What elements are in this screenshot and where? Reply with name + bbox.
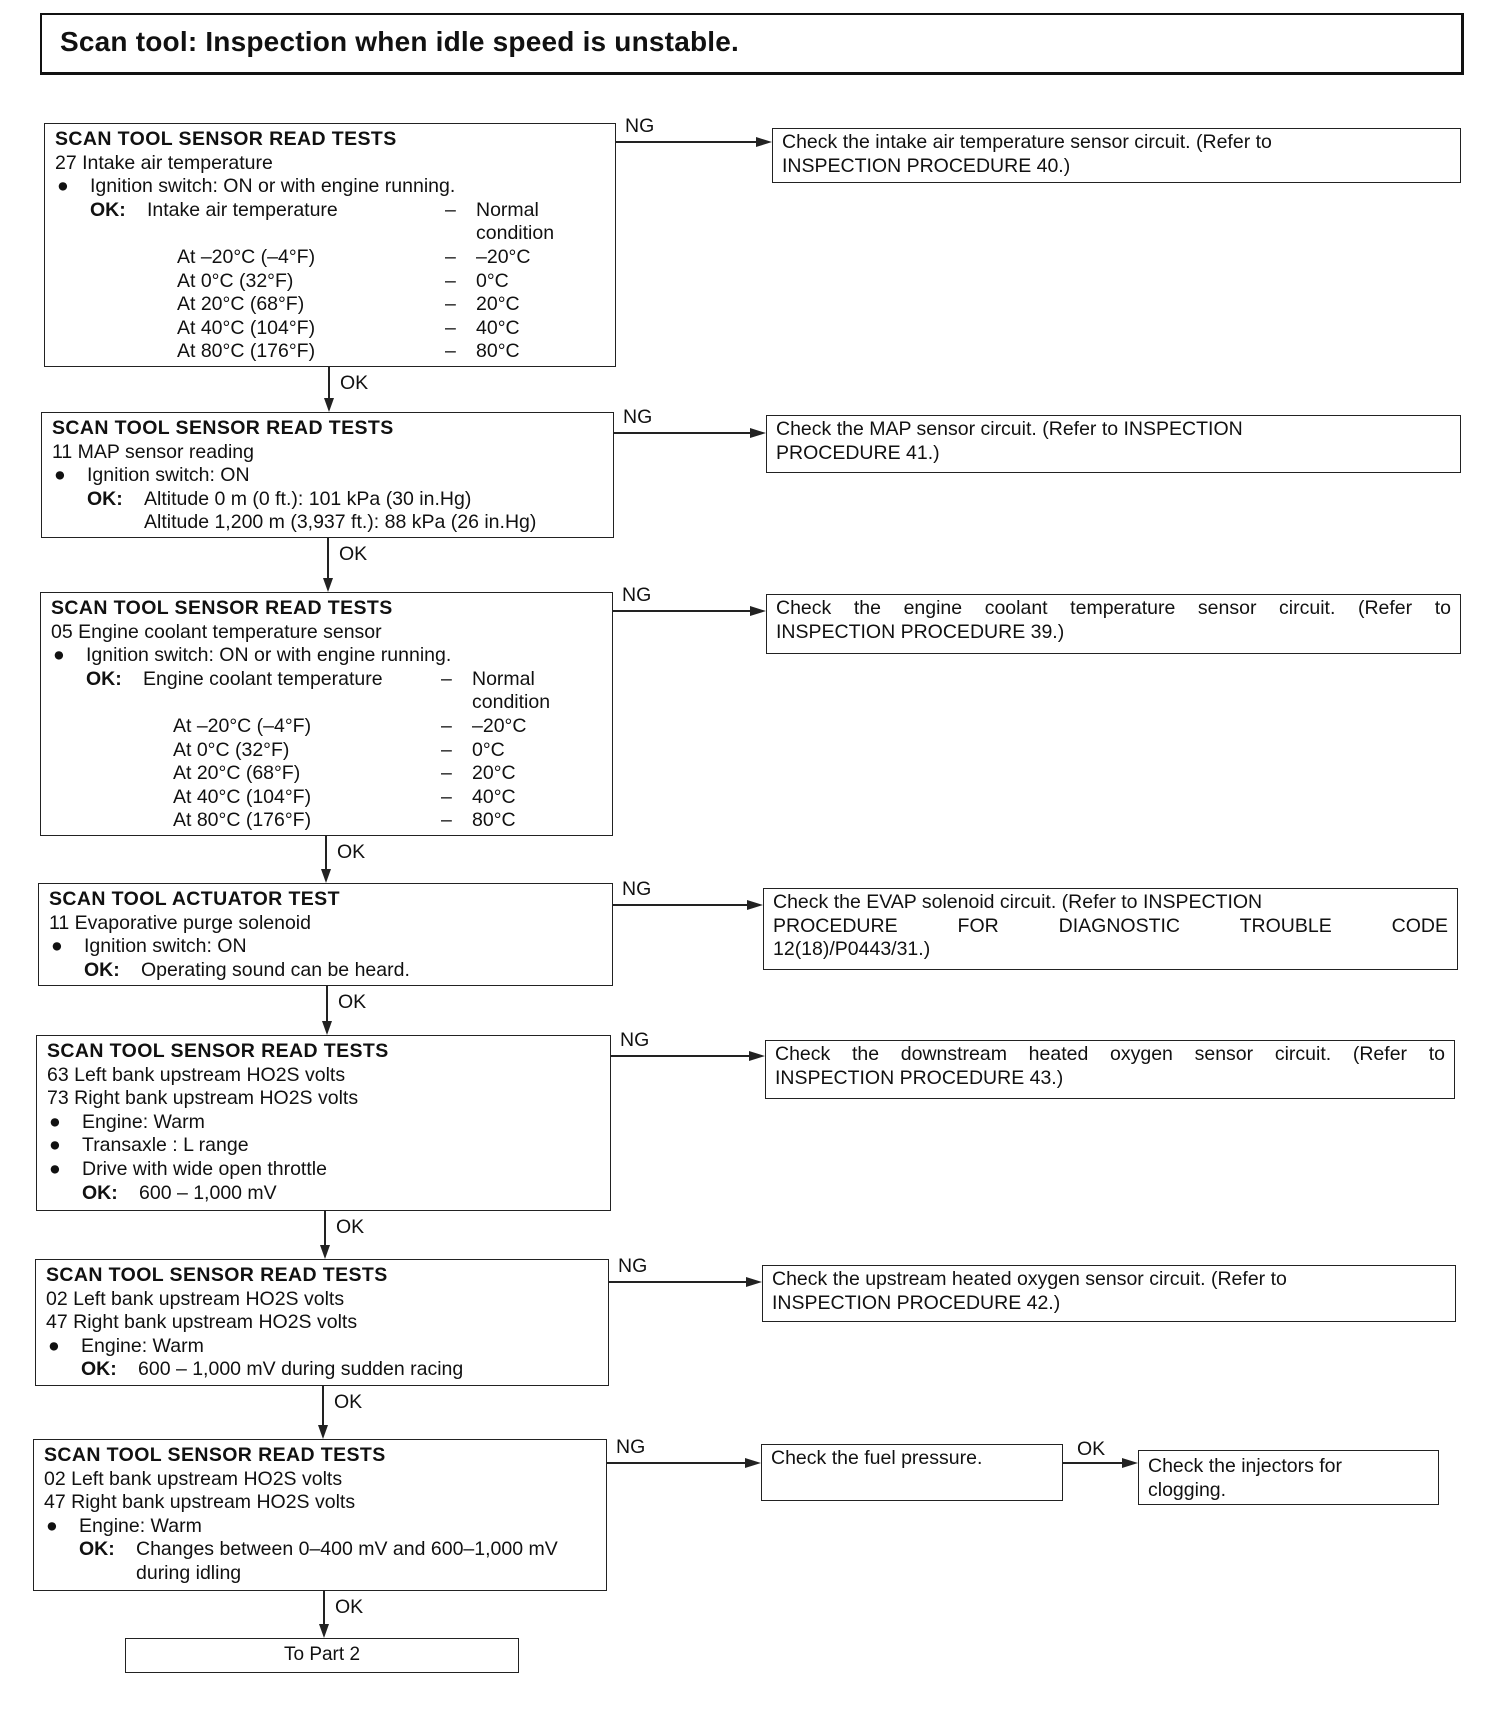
ok-label: OK: bbox=[86, 667, 122, 690]
step-line bbox=[49, 959, 606, 983]
ok-connector bbox=[327, 538, 329, 580]
action-text: INSPECTION PROCEDURE 43.) bbox=[775, 1066, 1064, 1089]
dash: – bbox=[441, 738, 452, 761]
arrow-down-icon bbox=[319, 1624, 329, 1638]
action-text: 12(18)/P0443/31.) bbox=[773, 938, 931, 961]
step-line bbox=[51, 621, 606, 645]
condition-text: Engine: Warm bbox=[81, 1334, 204, 1357]
test-condition: At 80°C (176°F) bbox=[177, 340, 316, 363]
ok-connector bbox=[324, 1211, 326, 1247]
dash: – bbox=[441, 714, 452, 737]
step-item: 05 Engine coolant temperature sensor bbox=[51, 620, 382, 643]
ok-criteria: Altitude 0 m (0 ft.): 101 kPa (30 in.Hg) bbox=[144, 487, 472, 510]
ok-label: OK: bbox=[81, 1358, 117, 1381]
expected-value: 80°C bbox=[472, 809, 516, 832]
test-step-box bbox=[33, 1439, 607, 1591]
ng-action-content bbox=[782, 131, 1451, 178]
step-line bbox=[51, 644, 606, 668]
bullet-icon: ● bbox=[49, 1110, 61, 1133]
arrow-right-icon bbox=[750, 428, 766, 438]
ok-label: OK bbox=[336, 1216, 365, 1238]
test-condition: At 0°C (32°F) bbox=[173, 738, 290, 761]
test-step-box bbox=[44, 123, 616, 367]
ng-label: NG bbox=[616, 1436, 646, 1458]
step-line bbox=[55, 152, 609, 176]
bullet-icon: ● bbox=[51, 935, 63, 958]
test-step-box bbox=[41, 412, 614, 538]
condition-text: Engine: Warm bbox=[82, 1110, 205, 1133]
step-line bbox=[52, 441, 607, 465]
step-line bbox=[46, 1358, 602, 1382]
arrow-down-icon bbox=[318, 1425, 328, 1439]
expected-value: 40°C bbox=[472, 785, 516, 808]
step-line bbox=[47, 1158, 604, 1182]
step-heading: SCAN TOOL ACTUATOR TEST bbox=[49, 888, 340, 910]
arrow-right-icon bbox=[756, 137, 772, 147]
step-heading: SCAN TOOL SENSOR READ TESTS bbox=[44, 1444, 386, 1466]
ng-action-content bbox=[772, 1268, 1446, 1315]
ok-label: OK bbox=[335, 1596, 364, 1618]
step-heading: SCAN TOOL SENSOR READ TESTS bbox=[55, 128, 397, 150]
ok-criteria: Changes between 0–400 mV and 600–1,000 mV bbox=[136, 1538, 558, 1561]
injector-check-content bbox=[1148, 1455, 1429, 1502]
step-line bbox=[47, 1111, 604, 1135]
step-line bbox=[51, 762, 606, 786]
step-line bbox=[55, 317, 609, 341]
test-step-box bbox=[38, 883, 613, 986]
test-condition: At 40°C (104°F) bbox=[173, 785, 312, 808]
step-line bbox=[52, 488, 607, 512]
ng-action-box bbox=[766, 594, 1461, 654]
ng-label: NG bbox=[625, 115, 655, 137]
step-line bbox=[44, 1515, 600, 1539]
test-step-box bbox=[35, 1259, 609, 1386]
ok-label: OK bbox=[340, 372, 369, 394]
condition-text: Drive with wide open throttle bbox=[82, 1157, 327, 1180]
bullet-icon: ● bbox=[57, 175, 69, 198]
step-line bbox=[47, 1087, 604, 1111]
step-line bbox=[44, 1491, 600, 1515]
dash: – bbox=[441, 785, 452, 808]
expected-value: condition bbox=[472, 691, 551, 714]
expected-value: –20°C bbox=[472, 714, 527, 737]
ng-action-box bbox=[766, 415, 1461, 473]
action-text: Check the MAP sensor circuit. (Refer to INSPECTION bbox=[776, 418, 1243, 440]
step-heading: SCAN TOOL SENSOR READ TESTS bbox=[52, 417, 394, 439]
step-line bbox=[55, 199, 609, 223]
ng-action-box bbox=[761, 1444, 1063, 1501]
ng-label: NG bbox=[620, 1029, 650, 1051]
step-line bbox=[46, 1264, 602, 1288]
dash: – bbox=[441, 667, 452, 690]
ng-label: NG bbox=[622, 584, 652, 606]
ok-criteria: Intake air temperature bbox=[147, 198, 338, 221]
page-title: Scan tool: Inspection when idle speed is unstable. bbox=[60, 26, 740, 57]
test-condition: At –20°C (–4°F) bbox=[177, 245, 316, 268]
dash: – bbox=[445, 293, 456, 316]
test-condition: At 20°C (68°F) bbox=[177, 293, 305, 316]
ng-label: NG bbox=[618, 1255, 648, 1277]
action-text: clogging. bbox=[1148, 1478, 1227, 1501]
step-line bbox=[55, 270, 609, 294]
action-text: Check the upstream heated oxygen sensor circuit. (Refer to bbox=[772, 1268, 1287, 1290]
step-line bbox=[47, 1134, 604, 1158]
bullet-icon: ● bbox=[49, 1134, 61, 1157]
arrow-right-icon bbox=[746, 1277, 762, 1287]
arrow-right-icon bbox=[1122, 1458, 1138, 1468]
test-step-content bbox=[46, 1264, 602, 1382]
dash: – bbox=[441, 762, 452, 785]
step-item: 47 Right bank upstream HO2S volts bbox=[46, 1311, 358, 1334]
arrow-down-icon bbox=[321, 869, 331, 883]
step-line bbox=[46, 1288, 602, 1312]
ng-action-content bbox=[771, 1447, 1053, 1471]
step-line bbox=[51, 715, 606, 739]
dash: – bbox=[445, 269, 456, 292]
ok-label: OK bbox=[334, 1391, 363, 1413]
expected-value: 80°C bbox=[476, 340, 520, 363]
step-item: 73 Right bank upstream HO2S volts bbox=[47, 1087, 359, 1110]
arrow-down-icon bbox=[323, 578, 333, 592]
action-text: Check the fuel pressure. bbox=[771, 1447, 983, 1469]
ok-connector bbox=[328, 367, 330, 400]
step-line bbox=[52, 417, 607, 441]
step-line bbox=[49, 912, 606, 936]
dash: – bbox=[445, 245, 456, 268]
ng-action-content bbox=[773, 891, 1448, 962]
test-step-content bbox=[51, 597, 606, 833]
action-text: Check the injectors for bbox=[1148, 1455, 1343, 1477]
step-line bbox=[52, 511, 607, 535]
dash: – bbox=[441, 809, 452, 832]
ok-criteria: 600 – 1,000 mV bbox=[139, 1181, 277, 1204]
ok-criteria: Engine coolant temperature bbox=[143, 667, 383, 690]
step-item: 47 Right bank upstream HO2S volts bbox=[44, 1491, 356, 1514]
expected-value: Normal bbox=[476, 198, 539, 221]
ok-label: OK bbox=[338, 991, 367, 1013]
ng-connector bbox=[611, 1055, 751, 1057]
step-line bbox=[51, 809, 606, 833]
condition-text: Ignition switch: ON bbox=[84, 935, 247, 958]
to-part-2-box: To Part 2 bbox=[125, 1638, 519, 1673]
arrow-right-icon bbox=[749, 1051, 765, 1061]
test-condition: At –20°C (–4°F) bbox=[173, 714, 312, 737]
step-line bbox=[47, 1064, 604, 1088]
step-line bbox=[44, 1562, 600, 1586]
ok-label: OK: bbox=[84, 958, 120, 981]
step-line bbox=[44, 1444, 600, 1468]
expected-value: Normal bbox=[472, 667, 535, 690]
ng-connector bbox=[614, 432, 752, 434]
ok-connector bbox=[326, 986, 328, 1023]
test-step-content bbox=[55, 128, 609, 364]
ok-connector bbox=[323, 1591, 325, 1626]
test-condition: At 20°C (68°F) bbox=[173, 762, 301, 785]
action-text: Check the downstream heated oxygen sensor circuit. (Refer to bbox=[775, 1043, 1445, 1065]
step-item: 63 Left bank upstream HO2S volts bbox=[47, 1063, 346, 1086]
dash: – bbox=[445, 316, 456, 339]
action-text: INSPECTION PROCEDURE 42.) bbox=[772, 1291, 1061, 1314]
ok-connector bbox=[325, 836, 327, 871]
arrow-right-icon bbox=[747, 900, 763, 910]
ok-label: OK: bbox=[90, 198, 126, 221]
ng-action-box bbox=[772, 128, 1461, 183]
step-item: 11 MAP sensor reading bbox=[52, 440, 254, 463]
expected-value: 40°C bbox=[476, 316, 520, 339]
test-condition: At 40°C (104°F) bbox=[177, 316, 316, 339]
action-text: PROCEDURE FOR DIAGNOSTIC TROUBLE CODE bbox=[773, 914, 1448, 937]
condition-text: Ignition switch: ON bbox=[87, 464, 250, 487]
step-line bbox=[47, 1040, 604, 1064]
injector-check-box bbox=[1138, 1450, 1439, 1505]
step-line bbox=[51, 668, 606, 692]
ng-action-box bbox=[762, 1265, 1456, 1322]
ng-connector bbox=[609, 1281, 748, 1283]
step-line bbox=[55, 293, 609, 317]
arrow-right-icon bbox=[750, 606, 766, 616]
action-text: Check the EVAP solenoid circuit. (Refer to INSPECTION bbox=[773, 891, 1263, 913]
ng-action-box bbox=[765, 1040, 1455, 1099]
step-line bbox=[44, 1538, 600, 1562]
ng-label: NG bbox=[623, 406, 653, 428]
action-text: Check the engine coolant temperature sensor circuit. (Refer to bbox=[776, 597, 1451, 619]
bullet-icon: ● bbox=[53, 644, 65, 667]
arrow-right-icon bbox=[745, 1458, 761, 1468]
condition-text: Ignition switch: ON or with engine running. bbox=[86, 644, 452, 667]
bullet-icon: ● bbox=[48, 1334, 60, 1357]
step-line bbox=[51, 739, 606, 763]
ok-criteria: during idling bbox=[136, 1561, 242, 1584]
dash: – bbox=[445, 198, 456, 221]
ok-label: OK: bbox=[82, 1181, 118, 1204]
step-line bbox=[55, 246, 609, 270]
step-line bbox=[51, 786, 606, 810]
expected-value: condition bbox=[476, 222, 555, 245]
step-line bbox=[55, 222, 609, 246]
step-line bbox=[51, 691, 606, 715]
step-line bbox=[55, 340, 609, 364]
step-line bbox=[44, 1468, 600, 1492]
step-item: 02 Left bank upstream HO2S volts bbox=[46, 1287, 345, 1310]
ng-connector bbox=[607, 1462, 747, 1464]
test-step-content bbox=[52, 417, 607, 535]
action-text: INSPECTION PROCEDURE 40.) bbox=[782, 154, 1071, 177]
step-heading: SCAN TOOL SENSOR READ TESTS bbox=[47, 1040, 389, 1062]
step-line bbox=[47, 1182, 604, 1206]
page-title-box bbox=[40, 13, 1464, 75]
test-step-box bbox=[36, 1035, 611, 1211]
ng-action-content bbox=[776, 597, 1451, 644]
ok-label: OK bbox=[337, 841, 366, 863]
bullet-icon: ● bbox=[49, 1157, 61, 1180]
step-line bbox=[55, 128, 609, 152]
expected-value: 0°C bbox=[472, 738, 505, 761]
expected-value: –20°C bbox=[476, 245, 531, 268]
test-step-box bbox=[40, 592, 613, 836]
test-step-content bbox=[47, 1040, 604, 1205]
action-text: INSPECTION PROCEDURE 39.) bbox=[776, 620, 1065, 643]
ng-action-content bbox=[775, 1043, 1445, 1090]
dash: – bbox=[445, 340, 456, 363]
test-step-content bbox=[49, 888, 606, 982]
step-item: 27 Intake air temperature bbox=[55, 151, 273, 174]
step-line bbox=[52, 464, 607, 488]
test-condition: At 80°C (176°F) bbox=[173, 809, 312, 832]
ng-connector bbox=[613, 610, 752, 612]
expected-value: 20°C bbox=[476, 293, 520, 316]
condition-text: Ignition switch: ON or with engine running. bbox=[90, 175, 456, 198]
test-step-content bbox=[44, 1444, 600, 1586]
bullet-icon: ● bbox=[54, 464, 66, 487]
step-item: 02 Left bank upstream HO2S volts bbox=[44, 1467, 343, 1490]
step-heading: SCAN TOOL SENSOR READ TESTS bbox=[51, 597, 393, 619]
condition-text: Engine: Warm bbox=[79, 1514, 202, 1537]
step-line bbox=[55, 175, 609, 199]
ok-connector bbox=[322, 1386, 324, 1427]
bullet-icon: ● bbox=[46, 1514, 58, 1537]
ng-label: NG bbox=[622, 878, 652, 900]
step-line bbox=[51, 597, 606, 621]
arrow-down-icon bbox=[322, 1021, 332, 1035]
ok-criteria: 600 – 1,000 mV during sudden racing bbox=[138, 1358, 464, 1381]
ok-label: OK: bbox=[79, 1538, 115, 1561]
action-text: PROCEDURE 41.) bbox=[776, 441, 940, 464]
arrow-down-icon bbox=[320, 1245, 330, 1259]
ok-label: OK: bbox=[87, 487, 123, 510]
ng-action-content bbox=[776, 418, 1451, 465]
ng-connector bbox=[616, 141, 758, 143]
arrow-down-icon bbox=[324, 398, 334, 412]
ok-label: OK bbox=[339, 543, 368, 565]
ng-action-box bbox=[763, 888, 1458, 970]
step-line bbox=[49, 888, 606, 912]
step-item: 11 Evaporative purge solenoid bbox=[49, 911, 311, 934]
step-line bbox=[46, 1311, 602, 1335]
action-text: Check the intake air temperature sensor circuit. (Refer to bbox=[782, 131, 1272, 153]
ok-criteria: Altitude 1,200 m (3,937 ft.): 88 kPa (26 in.Hg) bbox=[144, 511, 537, 534]
step-line bbox=[49, 935, 606, 959]
ok-label: OK bbox=[1077, 1438, 1106, 1460]
expected-value: 0°C bbox=[476, 269, 509, 292]
test-condition: At 0°C (32°F) bbox=[177, 269, 294, 292]
ok-criteria: Operating sound can be heard. bbox=[141, 958, 410, 981]
expected-value: 20°C bbox=[472, 762, 516, 785]
ok-connector bbox=[1063, 1462, 1124, 1464]
condition-text: Transaxle : L range bbox=[82, 1134, 249, 1157]
step-line bbox=[46, 1335, 602, 1359]
step-heading: SCAN TOOL SENSOR READ TESTS bbox=[46, 1264, 388, 1286]
ng-connector bbox=[613, 904, 749, 906]
